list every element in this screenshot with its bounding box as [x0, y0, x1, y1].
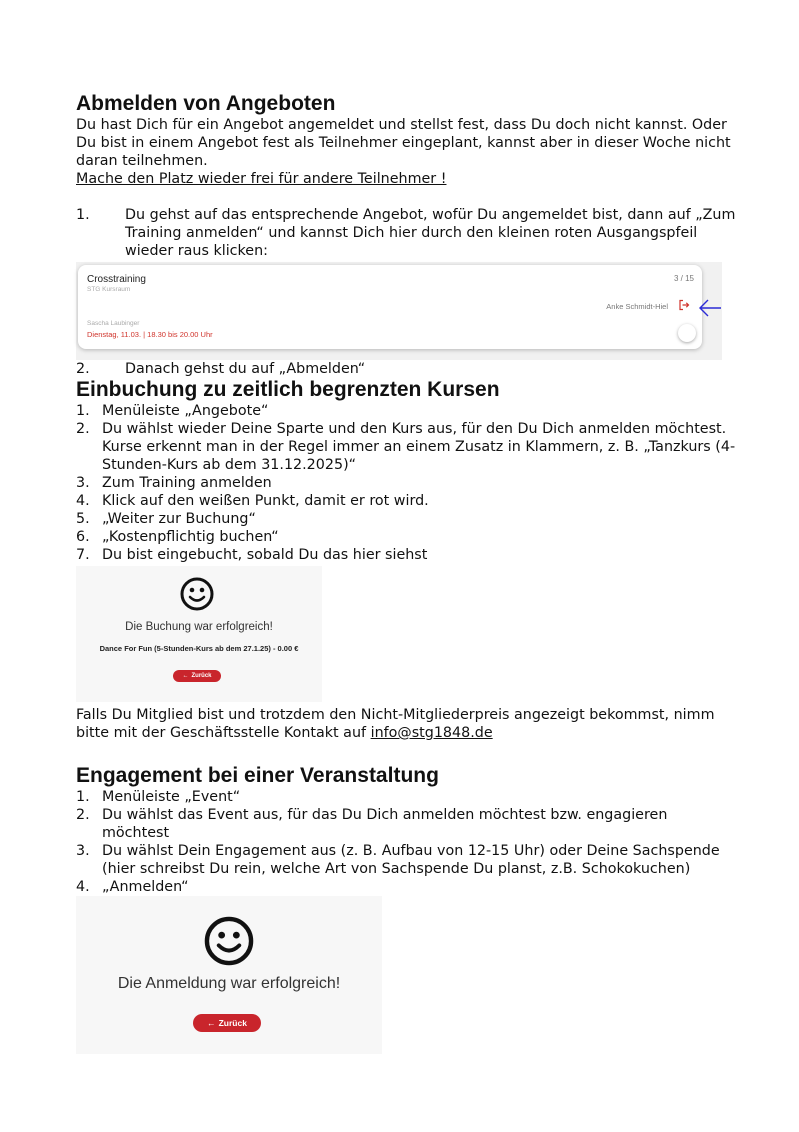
- email-link[interactable]: info@stg1848.de: [370, 725, 493, 741]
- booking-success-screenshot: [76, 566, 322, 702]
- booking-steps-list: [76, 402, 736, 564]
- list-item: 1. Menüleiste „Event“: [76, 789, 241, 805]
- course-card[interactable]: [78, 265, 702, 349]
- registration-success-message: Die Anmeldung war erfolgreich!: [117, 975, 341, 992]
- list-item: 3. Zum Training anmelden: [76, 475, 272, 491]
- step-text: Danach gehst du auf „Abmelden“: [125, 361, 366, 377]
- list-item: 1. Menüleiste „Angebote“: [76, 403, 269, 419]
- smiley-icon: [204, 916, 254, 966]
- course-title: Crosstraining: [87, 274, 146, 285]
- exit-arrow-icon[interactable]: [678, 299, 690, 311]
- step-number: 1.: [76, 207, 90, 223]
- underlined-note: Mache den Platz wieder frei für andere Teilnehmer !: [76, 171, 447, 187]
- smiley-icon: [180, 577, 214, 611]
- list-item: 2. Du wählst wieder Deine Sparte und den Kurs aus, für den Du Dich anmelden möchtest. Kurse erkennt man in der Regel immer an einem Zusatz in Klammern, z. B. „Tanzkurs (4-Stunden-Kurs ab dem 31.12.2025)“: [76, 421, 736, 473]
- list-item: 2. Du wählst das Event aus, für das Du Dich anmelden möchtest bzw. engagieren möchtest: [76, 807, 668, 841]
- list-item: 6. „Kostenpflichtig buchen“: [76, 529, 279, 545]
- course-card-screenshot: [76, 262, 722, 360]
- heading-abmelden: Abmelden von Angeboten: [76, 92, 336, 115]
- list-item: 3. Du wählst Dein Engagement aus (z. B. Aufbau von 12-15 Uhr) oder Deine Sachspende (hier schreibst Du rein, welche Art von Sachspende Du planst, z.B. Schokokuchen): [76, 843, 720, 877]
- arrow-left-icon: ←: [182, 673, 189, 679]
- engagement-steps-list: [76, 788, 736, 896]
- list-item: 7. Du bist eingebucht, sobald Du das hier siehst: [76, 547, 428, 563]
- registration-success-screenshot: [76, 896, 382, 1054]
- course-room: STG Kursraum: [87, 286, 131, 293]
- intro-text: Du hast Dich für ein Angebot angemeldet und stellst fest, dass Du doch nicht kannst. Oder Du bist in einem Angebot fest als Teilnehmer eingeplant, kannst aber in dieser Woche nicht daran teilnehmen.: [76, 117, 731, 169]
- participant-name: Anke Schmidt-Hiel: [606, 302, 668, 311]
- member-price-note: Falls Du Mitglied bist und trotzdem den Nicht-Mitgliederpreis angezeigt bekommst, nimm bitte mit der Geschäftsstelle Kontakt auf info@stg1848.de: [76, 707, 715, 741]
- step-2: [76, 360, 736, 378]
- list-item: 5. „Weiter zur Buchung“: [76, 511, 256, 527]
- document-page: [76, 92, 736, 1054]
- booked-course: Dance For Fun (5-Stunden-Kurs ab dem 27.1.25) - 0.00 €: [99, 644, 299, 653]
- booking-toggle[interactable]: [678, 324, 696, 342]
- step-number: 2.: [76, 361, 90, 377]
- heading-engagement: Engagement bei einer Veranstaltung: [76, 764, 439, 787]
- arrow-left-icon: ←: [207, 1018, 216, 1028]
- participant-count: 3 / 15: [673, 274, 694, 283]
- list-item: 4. „Anmelden“: [76, 879, 189, 895]
- booking-success-message: Die Buchung war erfolgreich!: [125, 621, 273, 633]
- list-item: 4. Klick auf den weißen Punkt, damit er rot wird.: [76, 493, 429, 509]
- trainer-name: Sascha Laubinger: [87, 320, 140, 327]
- back-button[interactable]: ← Zurück: [173, 670, 221, 682]
- heading-einbuchung: Einbuchung zu zeitlich begrenzten Kursen: [76, 378, 500, 401]
- course-date: Dienstag, 11.03. | 18.30 bis 20.00 Uhr: [87, 330, 213, 339]
- step-text: Du gehst auf das entsprechende Angebot, wofür Du angemeldet bist, dann auf „Zum Training anmelden“ und kannst Dich hier durch den kleinen roten Ausgangspfeil wieder raus klicken:: [125, 207, 736, 259]
- back-button[interactable]: ← Zurück: [193, 1014, 261, 1032]
- step-1: [76, 206, 736, 260]
- annotation-arrow-icon: [698, 298, 722, 318]
